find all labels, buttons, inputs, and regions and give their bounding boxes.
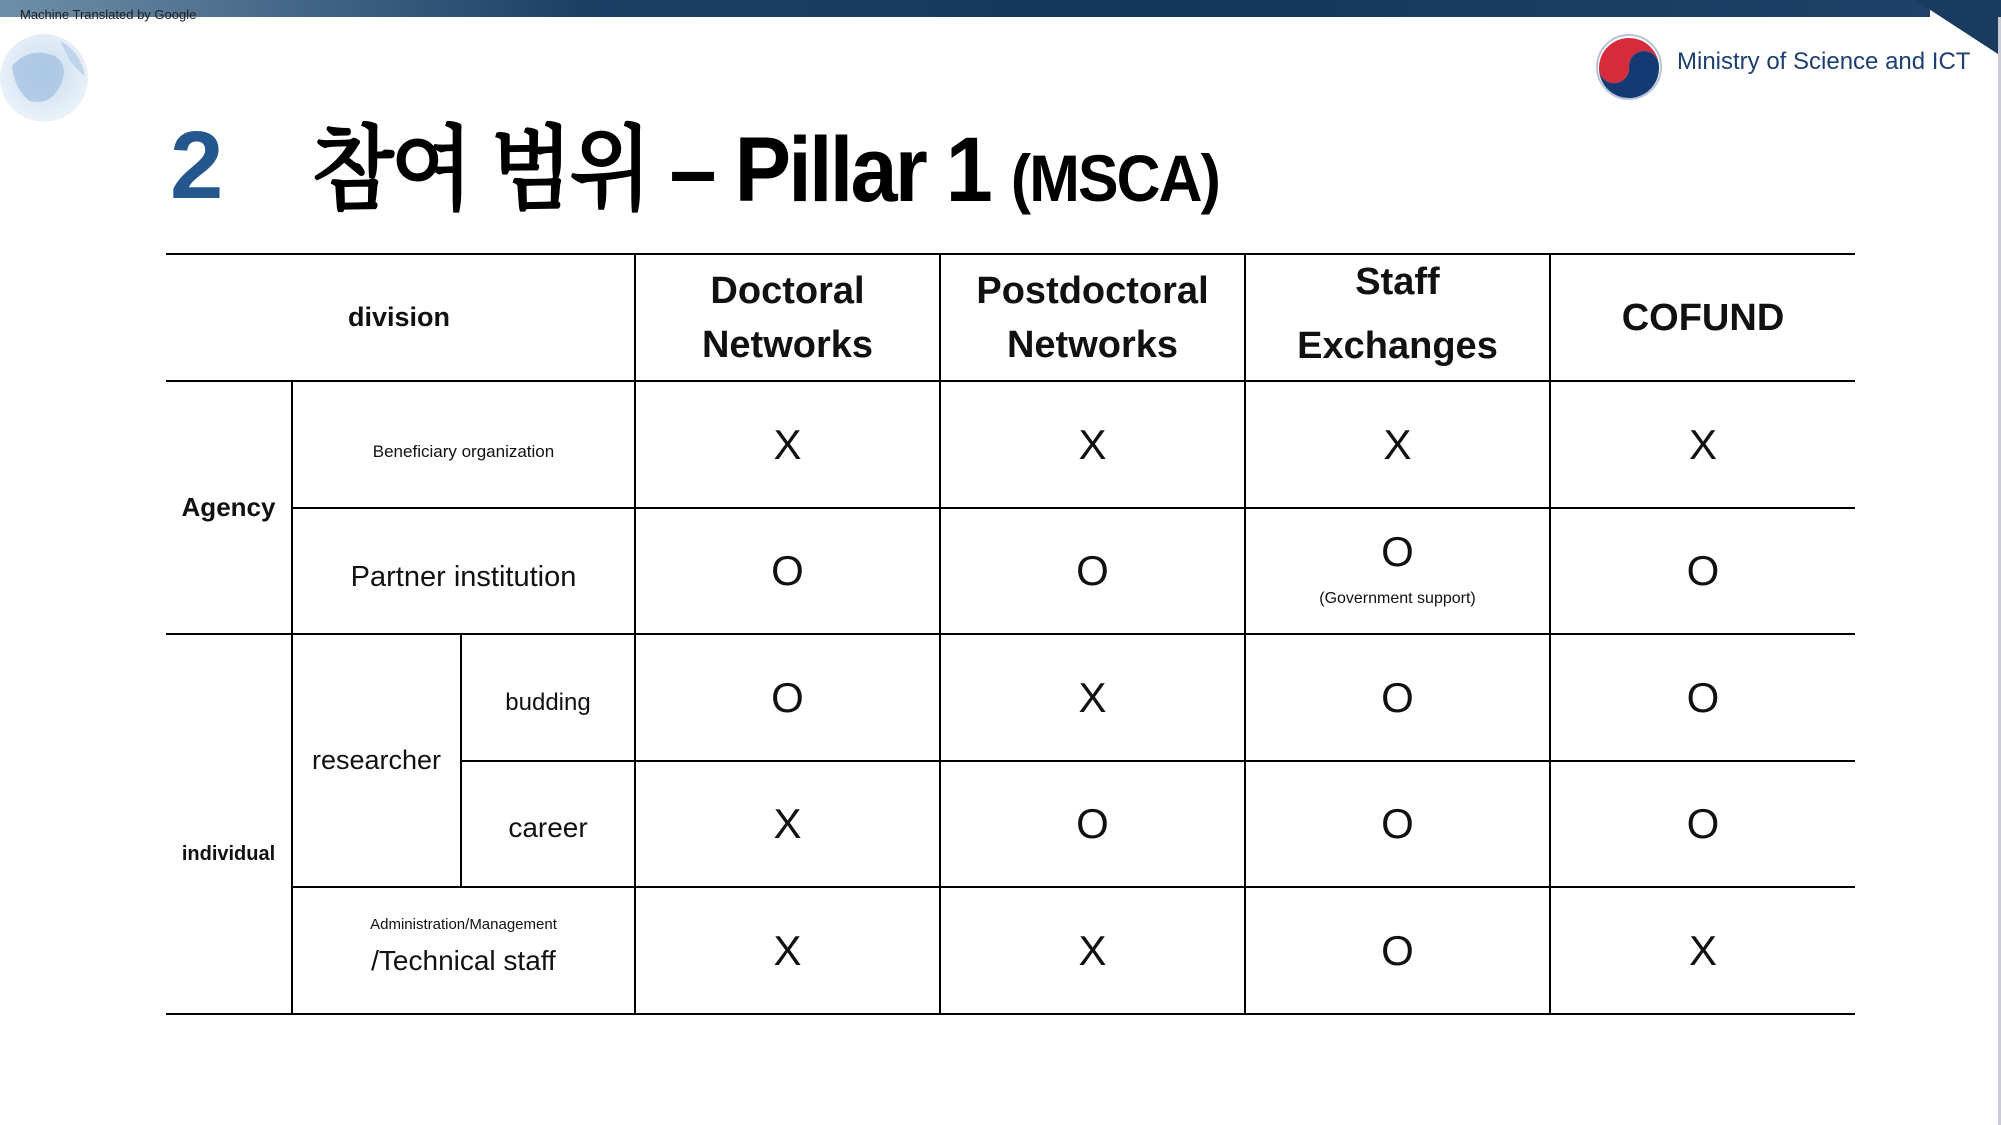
page-title — [312, 119, 1220, 221]
title-sub: (MSCA) — [1010, 141, 1220, 215]
cell-mark: O — [1686, 800, 1720, 847]
col-line2: Networks — [701, 323, 874, 366]
cell-mark: X — [1078, 673, 1107, 721]
government-support-note: (Government support) — [1319, 590, 1476, 607]
col-line1: Postdoctoral — [976, 269, 1209, 312]
cell-mark: X — [773, 926, 802, 974]
row-label-admin: Administration/Management /Technical staff — [370, 916, 557, 976]
header-division — [166, 255, 634, 380]
section-number: 2 — [170, 112, 224, 219]
cell-mark: O — [1686, 547, 1720, 594]
cell-mark: O — [1686, 673, 1720, 721]
division-label: division — [347, 302, 450, 332]
cell-mark: X — [1078, 420, 1107, 468]
machine-translated-note: Machine Translated by Google — [20, 7, 197, 22]
row-label-partner: Partner institution — [350, 560, 577, 593]
row-label-beneficiary: Beneficiary organization — [372, 441, 555, 461]
col-line1: Staff — [1355, 260, 1440, 303]
header-staff-exchanges — [1246, 255, 1549, 380]
cell-mark: O — [1076, 547, 1109, 594]
header-cofund — [1551, 255, 1855, 380]
globe-icon — [0, 26, 95, 131]
top-banner — [0, 0, 1930, 17]
group-individual: individual — [181, 842, 276, 865]
table-rule — [166, 1013, 1855, 1015]
cell-mark: O — [1381, 673, 1414, 721]
col-line2: Networks — [1006, 323, 1179, 366]
cell-mark: O — [1076, 800, 1109, 847]
cell-mark: O — [771, 673, 804, 721]
col-line1: Doctoral — [710, 269, 865, 312]
ministry-name: Ministry of Science and ICT — [1677, 48, 1971, 75]
group-researcher: researcher — [311, 745, 442, 775]
cell-mark-with-note — [1246, 509, 1549, 633]
cell-mark: X — [773, 800, 802, 847]
group-agency: Agency — [181, 492, 276, 522]
cell-mark: X — [773, 420, 802, 468]
cell-mark: O — [1381, 926, 1414, 974]
government-logo-icon — [1594, 32, 1664, 102]
title-main: 참여 범위 – Pillar 1 — [312, 119, 1011, 221]
row-label-career: career — [508, 812, 588, 843]
col-line2: Exchanges — [1297, 324, 1498, 367]
header-postdoctoral — [941, 255, 1244, 380]
col-line1: COFUND — [1621, 296, 1785, 339]
cell-mark: O — [1381, 528, 1414, 575]
cell-mark: X — [1383, 420, 1412, 468]
cell-mark: O — [1381, 800, 1414, 847]
row-label-budding: budding — [505, 688, 591, 716]
cell-mark: O — [771, 547, 804, 594]
cell-mark: X — [1078, 926, 1107, 974]
header-doctoral — [636, 255, 939, 380]
cell-mark: X — [1688, 420, 1717, 468]
cell-mark: X — [1688, 926, 1717, 974]
